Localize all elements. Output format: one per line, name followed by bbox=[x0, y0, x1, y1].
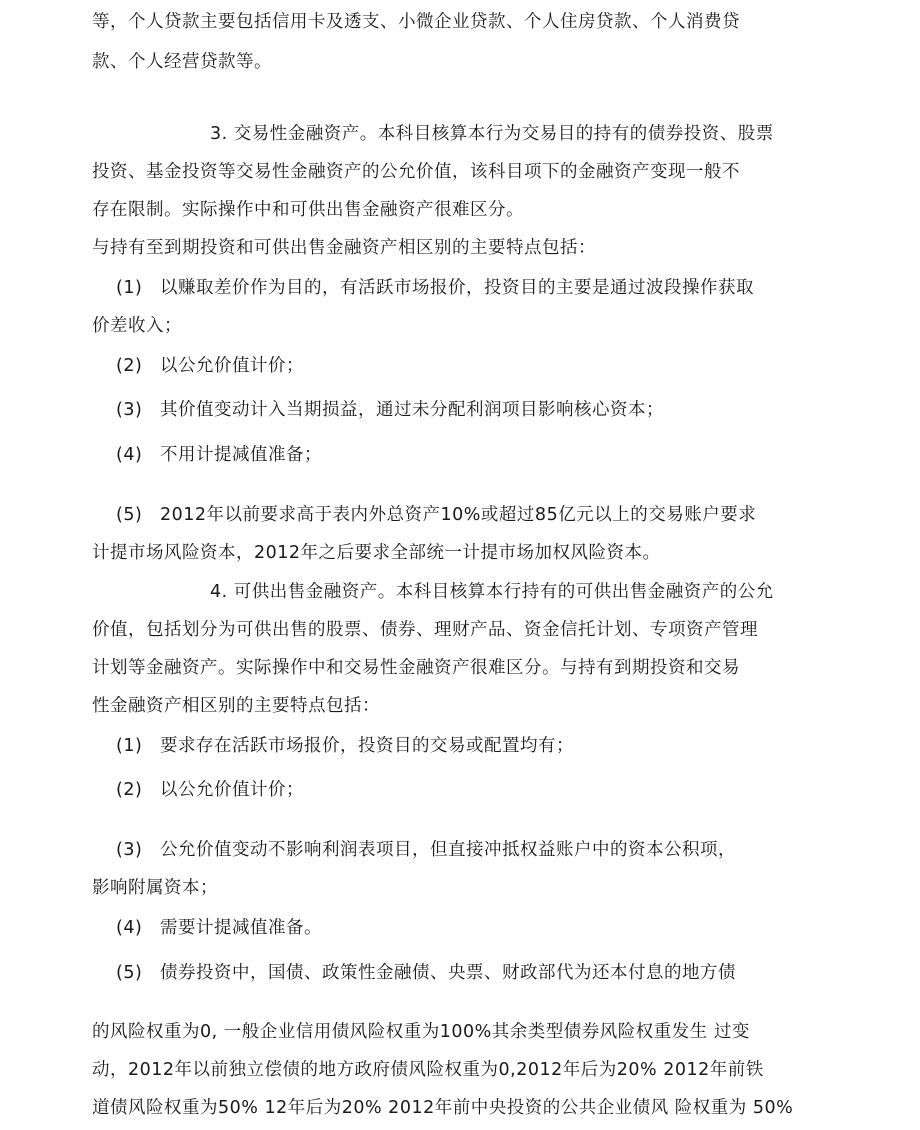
item-text: 其价值变动计入当期损益，通过未分配利润项目影响核心资本； bbox=[160, 400, 664, 420]
item-text: 公允价值变动不影响利润表项目，但直接冲抵权益账户中的资本公积项， bbox=[160, 840, 736, 860]
section4-tail-line-2: 动，2012年以前独立偿债的地方政府债风险权重为0,2012年后为20% 2012年前铁 bbox=[92, 1060, 764, 1080]
section3-item-1 bbox=[116, 276, 754, 300]
section3-line-2: 投资、基金投资等交易性金融资产的公允价值，该科目项下的金融资产变现一般不 bbox=[92, 162, 740, 182]
section4-item-4 bbox=[116, 916, 322, 940]
section4-line-2: 价值，包括划分为可供出售的股票、债券、理财产品、资金信托计划、专项资产管理 bbox=[92, 620, 758, 640]
item-text: 要求存在活跃市场报价，投资目的交易或配置均有； bbox=[160, 736, 574, 756]
item-text: 债券投资中，国债、政策性金融债、央票、财政部代为还本付息的地方债 bbox=[160, 963, 736, 983]
item-number: (1) bbox=[116, 736, 143, 756]
section4-heading: 4. 可供出售金融资产。本科目核算本行持有的可供出售金融资产的公允 bbox=[210, 582, 774, 602]
section4-line-4: 性金融资产相区别的主要特点包括： bbox=[92, 696, 380, 716]
item-number: (5) bbox=[116, 963, 143, 983]
section3-item-5-cont: 计提市场风险资本，2012年之后要求全部统一计提市场加权风险资本。 bbox=[92, 543, 661, 563]
section3-item-1-cont: 价差收入； bbox=[92, 316, 182, 336]
section3-line-4: 与持有至到期投资和可供出售金融资产相区别的主要特点包括： bbox=[92, 238, 596, 258]
section4-tail-line-3: 道债风险权重为50% 12年后为20% 2012年前中央投资的公共企业债风 险权重为 50% bbox=[92, 1098, 794, 1118]
section4-item-2 bbox=[116, 778, 304, 802]
item-text: 需要计提减值准备。 bbox=[160, 918, 322, 938]
section3-item-5 bbox=[116, 503, 756, 527]
item-number: (4) bbox=[116, 918, 143, 938]
item-number: (2) bbox=[116, 356, 143, 376]
section3-item-4 bbox=[116, 443, 322, 467]
item-text: 以公允价值计价； bbox=[160, 780, 304, 800]
section4-item-1 bbox=[116, 734, 574, 758]
section4-item-3 bbox=[116, 838, 736, 862]
item-number: (3) bbox=[116, 400, 143, 420]
section4-line-3: 计划等金融资产。实际操作中和交易性金融资产很难区分。与持有到期投资和交易 bbox=[92, 658, 740, 678]
intro-line-2: 款、个人经营贷款等。 bbox=[92, 52, 272, 72]
item-text: 不用计提减值准备； bbox=[160, 445, 322, 465]
intro-line-1: 等，个人贷款主要包括信用卡及透支、小微企业贷款、个人住房贷款、个人消费贷 bbox=[92, 12, 740, 32]
item-number: (1) bbox=[116, 278, 143, 298]
item-text: 以赚取差价作为目的，有活跃市场报价，投资目的主要是通过波段操作获取 bbox=[160, 278, 754, 298]
section4-item-3-cont: 影响附属资本； bbox=[92, 878, 218, 898]
item-number: (3) bbox=[116, 840, 143, 860]
section4-tail-line-1: 的风险权重为0, 一般企业信用债风险权重为100%其余类型债券风险权重发生 过变 bbox=[92, 1022, 750, 1042]
section4-item-5 bbox=[116, 961, 736, 985]
item-text: 以公允价值计价； bbox=[160, 356, 304, 376]
item-number: (4) bbox=[116, 445, 143, 465]
item-number: (2) bbox=[116, 780, 143, 800]
section3-heading: 3. 交易性金融资产。本科目核算本行为交易目的持有的债券投资、股票 bbox=[210, 124, 774, 144]
section3-line-3: 存在限制。实际操作中和可供出售金融资产很难区分。 bbox=[92, 200, 524, 220]
item-number: (5) bbox=[116, 505, 143, 525]
section3-item-2 bbox=[116, 354, 304, 378]
section3-item-3 bbox=[116, 398, 664, 422]
item-text: 2012年以前要求高于表内外总资产10%或超过85亿元以上的交易账户要求 bbox=[160, 505, 757, 525]
